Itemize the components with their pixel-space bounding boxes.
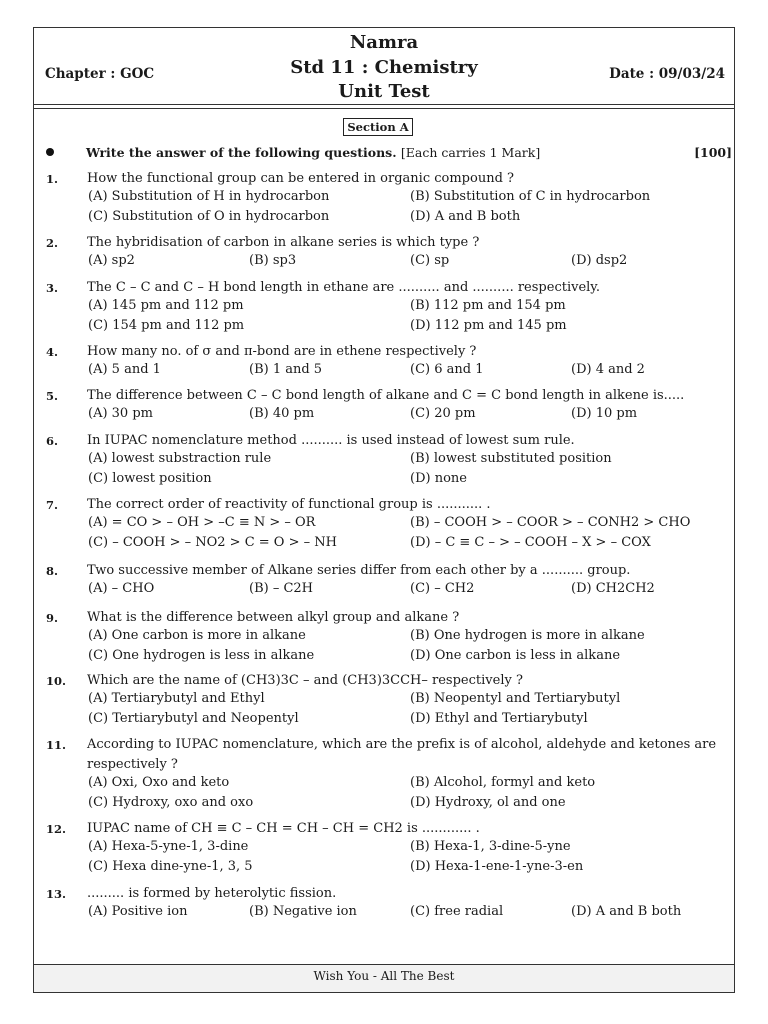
question-text: IUPAC name of CH ≡ C – CH = CH – CH = CH2 is ............ . — [87, 821, 480, 836]
option-a: (A) Positive ion — [88, 904, 188, 919]
option-a: (A) – CHO — [88, 581, 155, 596]
option-c: (C) Hydroxy, oxo and oxo — [88, 795, 254, 810]
school-name: Namra — [349, 32, 419, 53]
chapter-label: Chapter : GOC — [45, 66, 155, 82]
option-d: (D) CH2CH2 — [571, 581, 655, 596]
option-d: (D) A and B both — [571, 904, 682, 919]
question-number: 11. — [46, 738, 67, 752]
option-b: (B) – COOH > – COOR > – CONH2 > CHO — [410, 515, 691, 530]
total-marks: [100] — [694, 145, 732, 160]
question-text: ......... is formed by heterolytic fission. — [87, 886, 337, 901]
question-number: 8. — [46, 564, 59, 578]
question-text: What is the difference between alkyl group and alkane ? — [87, 610, 460, 625]
option-c: (C) Tertiarybutyl and Neopentyl — [88, 711, 299, 726]
option-b: (B) sp3 — [249, 253, 297, 268]
option-b: (B) 112 pm and 154 pm — [410, 298, 566, 313]
footer-message: Wish You - All The Best — [313, 969, 455, 983]
question-text: In IUPAC nomenclature method .......... is used instead of lowest sum rule. — [87, 433, 575, 448]
footer-rule — [33, 964, 735, 965]
option-d: (D) A and B both — [410, 209, 521, 224]
test-title: Unit Test — [338, 81, 430, 102]
option-b: (B) Alcohol, formyl and keto — [410, 775, 596, 790]
question-number: 12. — [46, 822, 67, 836]
option-c: (C) One hydrogen is less in alkane — [88, 648, 315, 663]
option-d: (D) One carbon is less in alkane — [410, 648, 621, 663]
question-number: 2. — [46, 236, 59, 250]
option-a: (A) lowest substraction rule — [88, 451, 272, 466]
question-text: The difference between C – C bond length of alkane and C = C bond length in alkene is..... — [87, 388, 685, 403]
standard-subject: Std 11 : Chemistry — [290, 57, 478, 78]
option-c: (C) 6 and 1 — [410, 362, 484, 377]
option-c: (C) Substitution of O in hydrocarbon — [88, 209, 330, 224]
option-a: (A) Oxi, Oxo and keto — [88, 775, 230, 790]
instruction-note: [Each carries 1 Mark] — [400, 145, 541, 160]
question-text: How the functional group can be entered in organic compound ? — [87, 171, 514, 186]
instruction — [86, 145, 540, 160]
option-c: (C) 20 pm — [410, 406, 476, 421]
option-d: (D) 10 pm — [571, 406, 638, 421]
option-b: (B) 40 pm — [249, 406, 315, 421]
option-b: (B) – C2H — [249, 581, 314, 596]
question-text: The correct order of reactivity of functional group is ........... . — [87, 497, 491, 512]
option-c: (C) Hexa dine-yne-1, 3, 5 — [88, 859, 253, 874]
option-a: (A) Substitution of H in hydrocarbon — [88, 189, 330, 204]
question-text: Two successive member of Alkane series differ from each other by a .......... group. — [87, 563, 631, 578]
question-number: 5. — [46, 389, 59, 403]
question-text: How many no. of σ and π-bond are in ethene respectively ? — [87, 344, 477, 359]
option-c: (C) free radial — [410, 904, 504, 919]
instruction-text: Write the answer of the following questions. — [86, 145, 397, 160]
option-a: (A) = CO > – OH > –C ≡ N > – OR — [88, 515, 316, 530]
option-a: (A) Hexa-5-yne-1, 3-dine — [88, 839, 249, 854]
date-label: Date : 09/03/24 — [609, 66, 725, 82]
option-b: (B) Hexa-1, 3-dine-5-yne — [410, 839, 571, 854]
question-number: 3. — [46, 281, 59, 295]
option-a: (A) 30 pm — [88, 406, 153, 421]
option-d: (D) 4 and 2 — [571, 362, 645, 377]
option-d: (D) Hexa-1-ene-1-yne-3-en — [410, 859, 584, 874]
option-d: (D) – C ≡ C – > – COOH – X > – COX — [410, 535, 651, 550]
option-a: (A) 145 pm and 112 pm — [88, 298, 244, 313]
question-number: 10. — [46, 674, 67, 688]
header-rule — [33, 104, 735, 105]
question-number: 7. — [46, 498, 59, 512]
option-a: (A) sp2 — [88, 253, 135, 268]
option-a: (A) Tertiarybutyl and Ethyl — [88, 691, 265, 706]
header-rule-double — [33, 108, 735, 109]
option-c: (C) sp — [410, 253, 450, 268]
option-d: (D) dsp2 — [571, 253, 628, 268]
option-d: (D) Ethyl and Tertiarybutyl — [410, 711, 588, 726]
option-c: (C) – COOH > – NO2 > C = O > – NH — [88, 535, 337, 550]
option-b: (B) Neopentyl and Tertiarybutyl — [410, 691, 621, 706]
question-number: 9. — [46, 611, 59, 625]
option-b: (B) Substitution of C in hydrocarbon — [410, 189, 651, 204]
question-text: Which are the name of (CH3)3C – and (CH3)3CCH– respectively ? — [87, 673, 523, 688]
question-number: 6. — [46, 434, 59, 448]
option-c: (C) 154 pm and 112 pm — [88, 318, 245, 333]
bullet-icon — [46, 148, 54, 156]
option-d: (D) none — [410, 471, 467, 486]
question-number: 1. — [46, 172, 59, 186]
option-c: (C) – CH2 — [410, 581, 475, 596]
question-text: The hybridisation of carbon in alkane series is which type ? — [87, 235, 480, 250]
question-number: 4. — [46, 345, 59, 359]
option-b: (B) One hydrogen is more in alkane — [410, 628, 645, 643]
section-label: Section A — [343, 118, 413, 136]
option-a: (A) One carbon is more in alkane — [88, 628, 306, 643]
option-c: (C) lowest position — [88, 471, 212, 486]
option-b: (B) lowest substituted position — [410, 451, 612, 466]
option-d: (D) 112 pm and 145 pm — [410, 318, 567, 333]
option-b: (B) Negative ion — [249, 904, 357, 919]
option-a: (A) 5 and 1 — [88, 362, 161, 377]
question-number: 13. — [46, 887, 67, 901]
option-d: (D) Hydroxy, ol and one — [410, 795, 566, 810]
question-text: According to IUPAC nomenclature, which are the prefix is of alcohol, aldehyde and ketones are respectively ? — [87, 737, 717, 772]
option-b: (B) 1 and 5 — [249, 362, 323, 377]
question-text: The C – C and C – H bond length in ethane are .......... and .......... respectively. — [87, 280, 601, 295]
